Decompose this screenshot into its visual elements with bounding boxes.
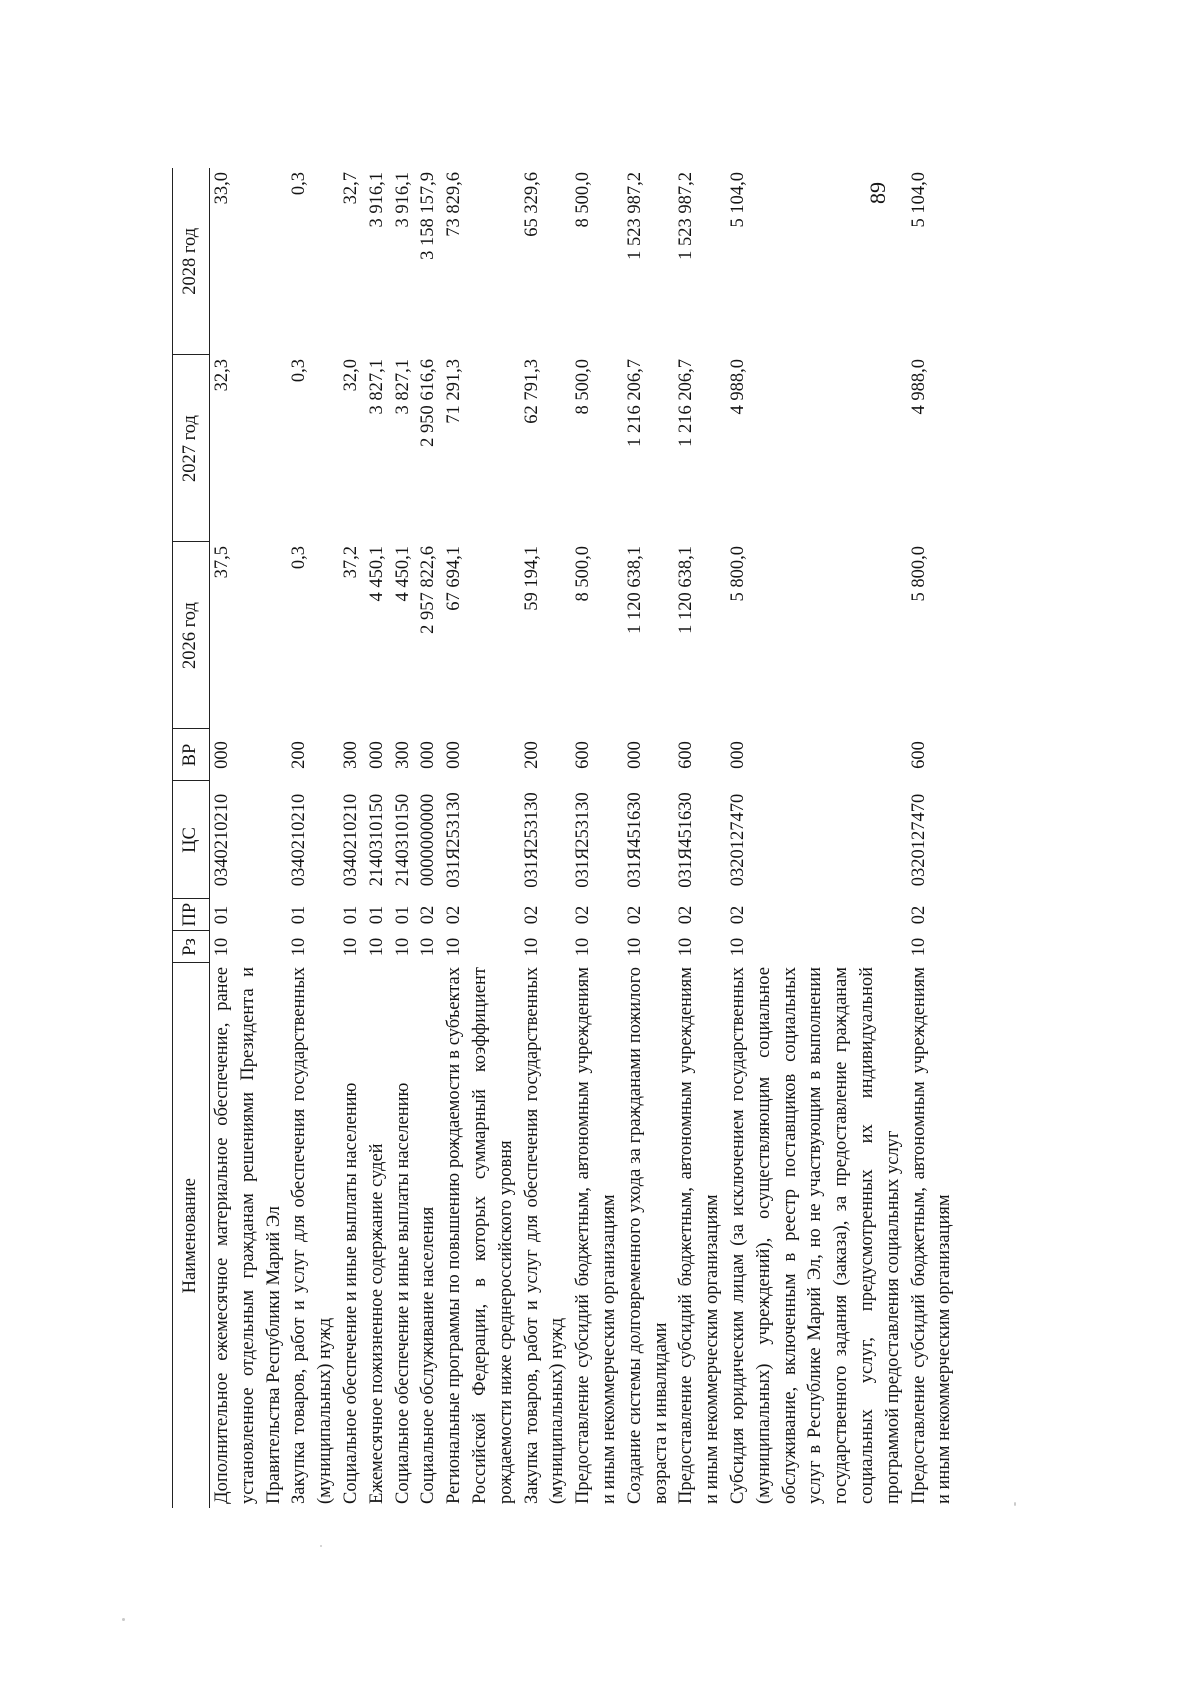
- cell-pr: 02: [908, 905, 929, 925]
- cell-cs: 0000000000: [418, 793, 439, 887]
- cell-name: Закупка товаров, работ и услуг для обеспечения государственных (муниципальных) нужд: [289, 967, 336, 1504]
- cell-name: Социальное обеспечение и иные выплаты населению: [340, 1082, 361, 1504]
- cell-2026: 37,2: [340, 546, 361, 579]
- cell-pr: 02: [676, 905, 697, 925]
- cell-2027: 62 791,3: [521, 359, 542, 424]
- cell-vr: 600: [908, 741, 929, 769]
- table-row: [907, 168, 959, 1508]
- table-row: [442, 168, 519, 1508]
- page-number: 89: [865, 182, 890, 204]
- cell-pr: 01: [289, 905, 310, 925]
- cell-2028: 3 158 157,9: [418, 172, 439, 260]
- cell-vr: 600: [573, 741, 594, 769]
- cell-rz: 10: [340, 937, 361, 957]
- header-pr: ПР: [173, 899, 210, 931]
- cell-name: Дополнительное ежемесячное материальное обеспечение, ранее установленное отдельным гражданам решениями Президента и Правительства Республики Марий Эл: [212, 967, 284, 1504]
- cell-2026: 1 120 638,1: [624, 546, 645, 634]
- cell-2026: 4 450,1: [392, 546, 413, 602]
- table-row: [391, 168, 417, 1508]
- cell-2028: 5 104,0: [908, 172, 929, 228]
- cell-rz: 10: [212, 937, 232, 957]
- cell-vr: 000: [212, 741, 232, 769]
- cell-rz: 10: [908, 937, 929, 957]
- cell-cs: 031Я451630: [676, 792, 697, 888]
- scan-speck: [1014, 1502, 1016, 1506]
- cell-cs: 031Я253130: [521, 792, 542, 888]
- cell-name: Предоставление субсидий бюджетным, автономным учреждениям и иным некоммерческим организациям: [676, 967, 723, 1504]
- cell-2027: 71 291,3: [444, 359, 465, 424]
- budget-table: [172, 168, 958, 1508]
- cell-cs: 0340210210: [340, 793, 361, 887]
- table-row: [287, 168, 339, 1508]
- header-2028: 2028 год: [173, 168, 210, 355]
- cell-rz: 10: [418, 937, 439, 957]
- header-cs: ЦС: [173, 781, 210, 899]
- table-row: [726, 168, 907, 1508]
- cell-pr: 01: [340, 905, 361, 925]
- cell-2027: 1 216 206,7: [676, 359, 697, 447]
- cell-rz: 10: [624, 937, 645, 957]
- cell-rz: 10: [727, 937, 748, 957]
- cell-2028: 1 523 987,2: [624, 172, 645, 260]
- cell-pr: 02: [573, 905, 594, 925]
- cell-vr: 200: [521, 741, 542, 769]
- cell-cs: 0340210210: [212, 793, 232, 887]
- cell-2026: 0,3: [289, 546, 310, 570]
- cell-2027: 32,3: [212, 359, 232, 392]
- cell-name: Социальное обслуживание населения: [418, 1206, 439, 1504]
- cell-2026: 5 800,0: [727, 546, 748, 602]
- cell-2027: 1 216 206,7: [624, 359, 645, 447]
- cell-2027: 0,3: [289, 359, 310, 383]
- cell-2027: 3 827,1: [366, 359, 387, 415]
- cell-vr: 000: [366, 741, 387, 769]
- cell-2026: 4 450,1: [366, 546, 387, 602]
- header-2027: 2027 год: [173, 355, 210, 542]
- cell-name: Предоставление субсидий бюджетным, автономным учреждениям и иным некоммерческим организациям: [573, 967, 619, 1504]
- cell-vr: 000: [624, 741, 645, 769]
- table-body: [210, 168, 959, 1508]
- cell-cs: 031Я253130: [573, 792, 594, 888]
- rotated-sheet: [172, 168, 982, 1508]
- cell-vr: 300: [392, 741, 413, 769]
- cell-2026: 2 957 822,6: [418, 546, 439, 634]
- header-name: Наименование: [173, 963, 210, 1508]
- cell-rz: 10: [676, 937, 697, 957]
- cell-vr: 200: [289, 741, 310, 769]
- cell-2027: 4 988,0: [908, 359, 929, 415]
- cell-cs: 031Я253130: [444, 792, 465, 888]
- cell-2028: 0,3: [289, 172, 310, 196]
- header-rz: Рз: [173, 931, 210, 963]
- cell-2027: 8 500,0: [573, 359, 594, 415]
- cell-pr: 02: [444, 905, 465, 925]
- table-row: [416, 168, 442, 1508]
- cell-2027: 4 988,0: [727, 359, 748, 415]
- cell-rz: 10: [392, 937, 413, 957]
- cell-2027: 2 950 616,6: [418, 359, 439, 447]
- cell-name: Ежемесячное пожизненное содержание судей: [366, 1143, 387, 1504]
- table-row: [674, 168, 726, 1508]
- cell-cs: 0320127470: [908, 793, 929, 887]
- cell-2026: 1 120 638,1: [676, 546, 697, 634]
- cell-cs: 031Я451630: [624, 792, 645, 888]
- cell-name: Предоставление субсидий бюджетным, автономным учреждениям и иным некоммерческим организациям: [908, 967, 955, 1504]
- cell-cs: 0320127470: [727, 793, 748, 887]
- cell-2028: 1 523 987,2: [676, 172, 697, 260]
- cell-2028: 73 829,6: [444, 172, 465, 237]
- header-2026: 2026 год: [173, 542, 210, 729]
- cell-cs: 2140310150: [366, 793, 387, 887]
- cell-2028: 32,7: [340, 172, 361, 205]
- cell-2026: 5 800,0: [908, 546, 929, 602]
- cell-2026: 37,5: [212, 546, 232, 579]
- table-row: [623, 168, 675, 1508]
- cell-2028: 65 329,6: [521, 172, 542, 237]
- cell-name: Социальное обеспечение и иные выплаты населению: [392, 1082, 413, 1504]
- cell-2026: 67 694,1: [444, 546, 465, 611]
- cell-pr: 02: [624, 905, 645, 925]
- cell-2027: 3 827,1: [392, 359, 413, 415]
- cell-pr: 02: [521, 905, 542, 925]
- scan-speck: [122, 1618, 125, 1621]
- cell-cs: 0340210210: [289, 793, 310, 887]
- cell-vr: 000: [444, 741, 465, 769]
- cell-vr: 300: [340, 741, 361, 769]
- cell-rz: 10: [573, 937, 594, 957]
- scan-speck: [320, 1545, 322, 1547]
- cell-rz: 10: [289, 937, 310, 957]
- cell-pr: 02: [727, 905, 748, 925]
- cell-2028: 5 104,0: [727, 172, 748, 228]
- cell-rz: 10: [366, 937, 387, 957]
- cell-name: Создание системы долговременного ухода за гражданами пожилого возраста и инвалидами: [624, 967, 671, 1504]
- cell-cs: 2140310150: [392, 793, 413, 887]
- cell-pr: 01: [392, 905, 413, 925]
- table-row: [339, 168, 365, 1508]
- cell-pr: 01: [366, 905, 387, 925]
- table-header-row: [173, 168, 210, 1508]
- cell-2027: 32,0: [340, 359, 361, 392]
- cell-pr: 02: [418, 905, 439, 925]
- cell-2028: 8 500,0: [573, 172, 594, 228]
- cell-2028: 3 916,1: [366, 172, 387, 228]
- cell-2028: 3 916,1: [392, 172, 413, 228]
- cell-2026: 8 500,0: [573, 546, 594, 602]
- table-row: [571, 168, 623, 1508]
- cell-rz: 10: [444, 937, 465, 957]
- cell-pr: 01: [212, 905, 232, 925]
- cell-vr: 000: [418, 741, 439, 769]
- cell-2028: 33,0: [212, 172, 232, 205]
- cell-vr: 600: [676, 741, 697, 769]
- header-vr: ВР: [173, 729, 210, 781]
- table-row: [520, 168, 572, 1508]
- cell-2026: 59 194,1: [521, 546, 542, 611]
- cell-name: Закупка товаров, работ и услуг для обеспечения государственных (муниципальных) нужд: [521, 967, 568, 1504]
- table-row: [210, 168, 288, 1508]
- cell-name: Субсидия юридическим лицам (за исключением государственных (муниципальных) учреждений), осуществляющим социальное обслуживание, включенным в реестр поставщиков социальных услуг в Республике Марий Эл, но не участвующим в выполнении государственного задания (заказа), за предоставление гражданам социальных услуг, предусмотренных их индивидуальной программой предоставления социальных услуг: [727, 967, 903, 1504]
- table-row: [365, 168, 391, 1508]
- cell-vr: 000: [727, 741, 748, 769]
- cell-rz: 10: [521, 937, 542, 957]
- cell-name: Региональные программы по повышению рождаемости в субъектах Российской Федерации, в которых суммарный коэффициент рождаемости ниже среднероссийского уровня: [444, 967, 516, 1504]
